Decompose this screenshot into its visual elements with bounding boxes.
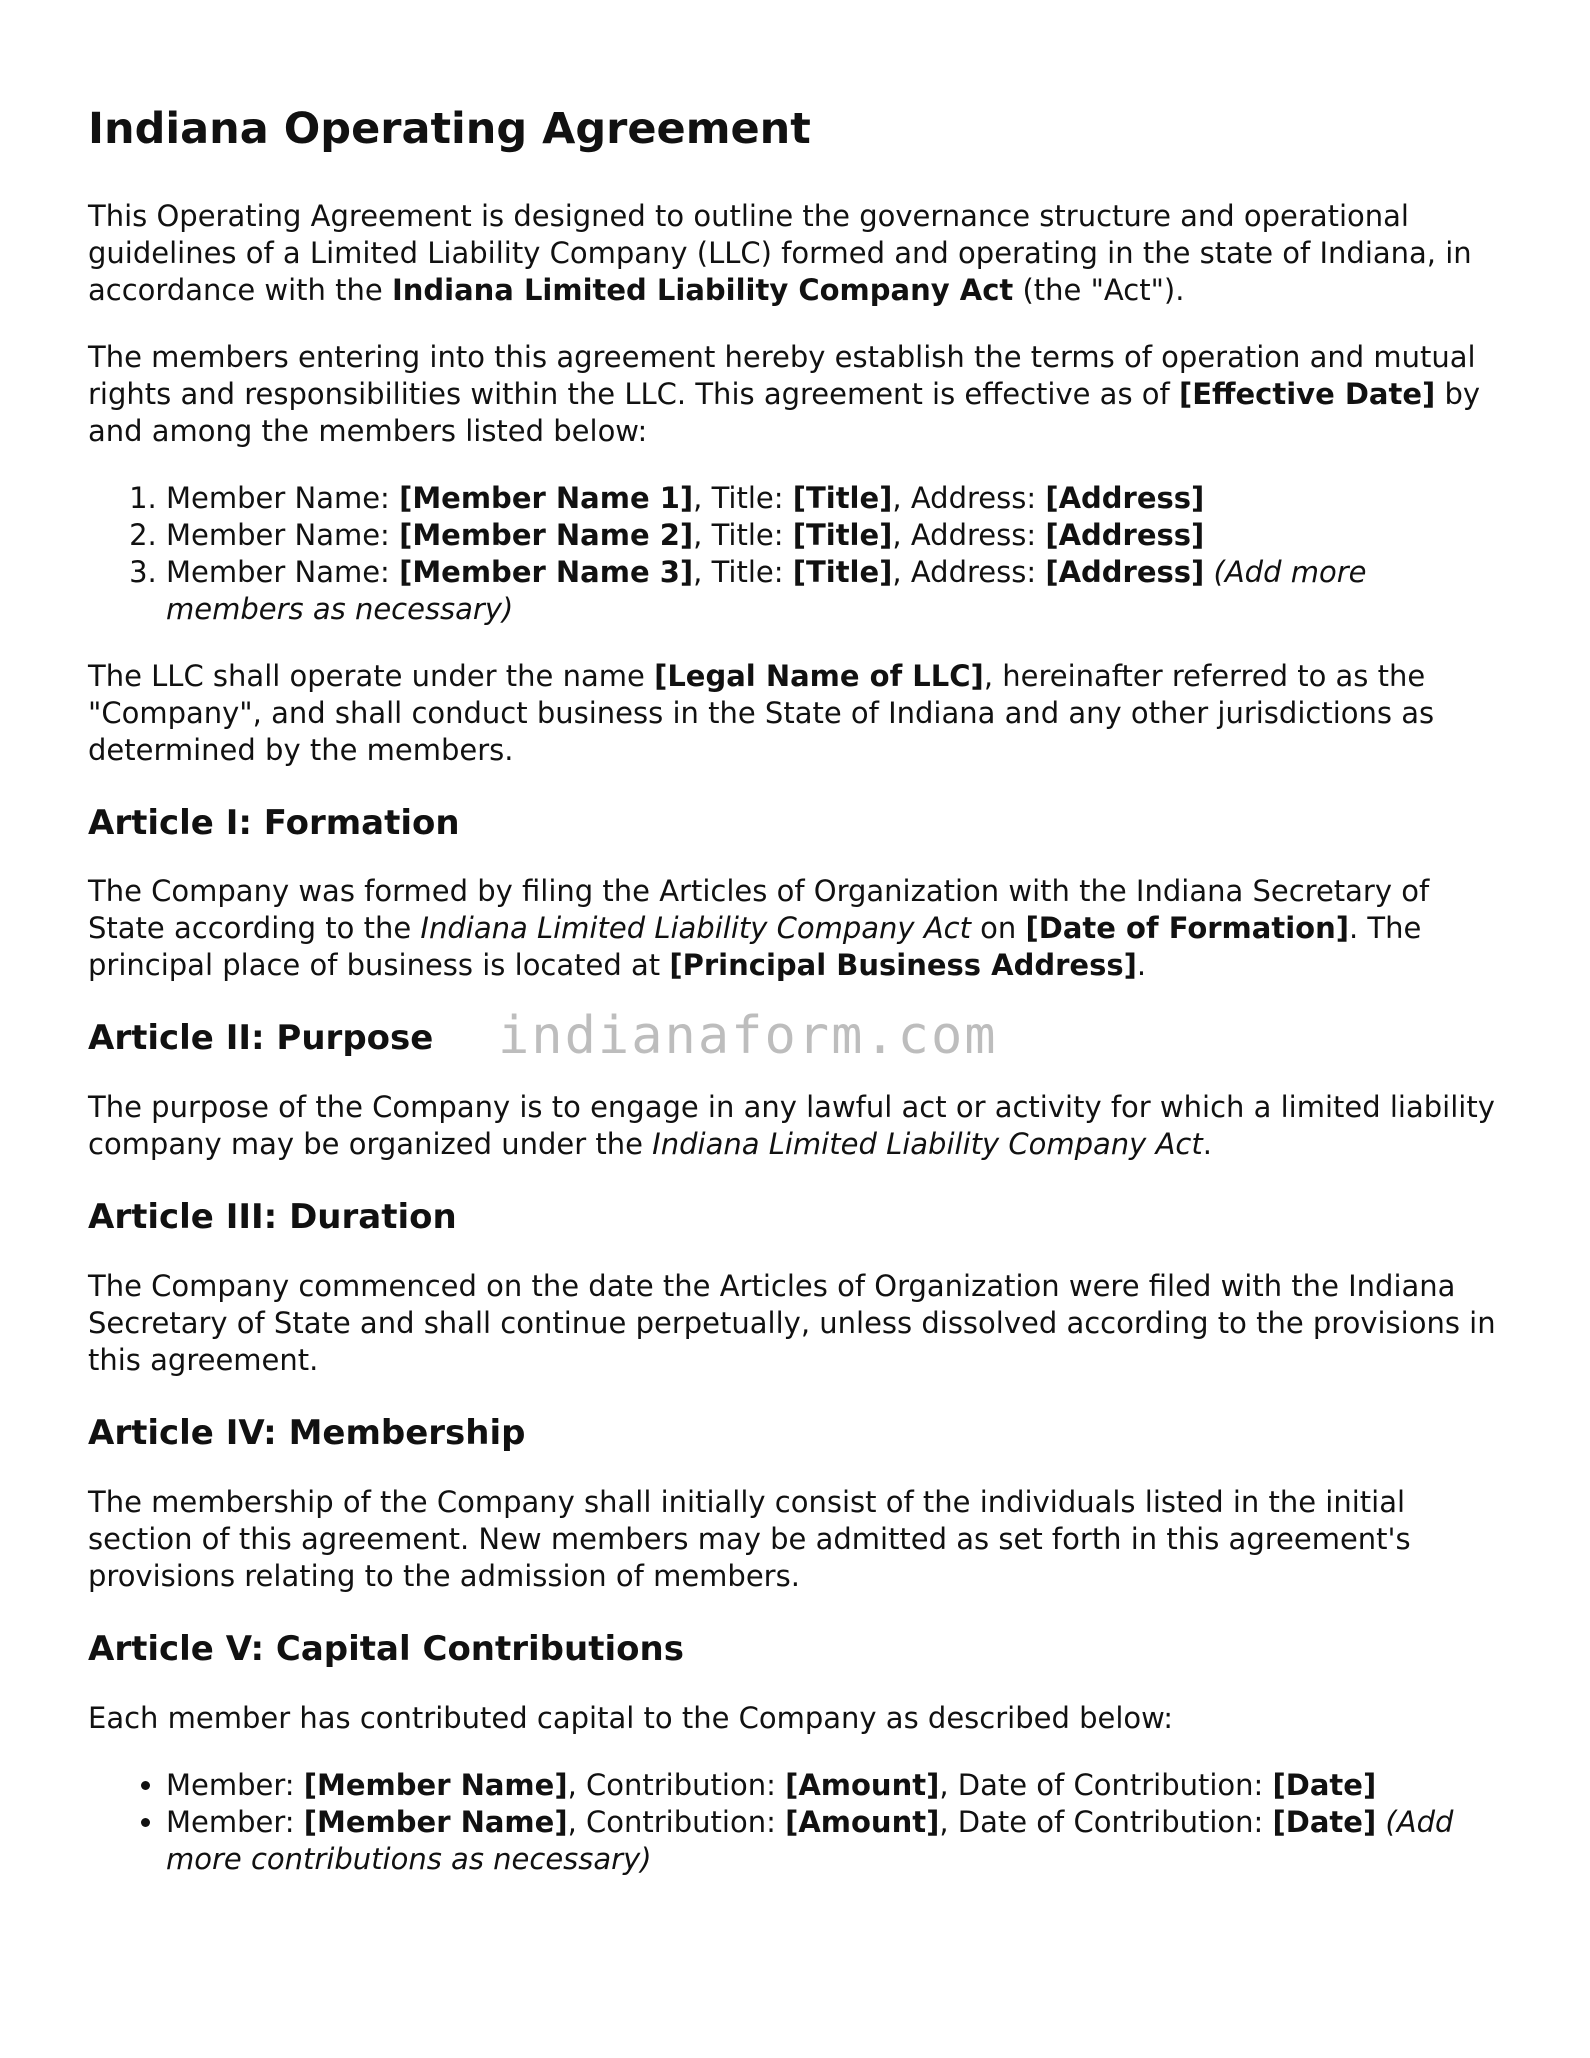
article-3-heading: Article III: Duration — [88, 1197, 457, 1238]
contributions-list — [88, 1767, 1508, 1878]
llc-name-paragraph: The LLC shall operate under the name [Legal Name of LLC], hereinafter referred to as the "Company", and shall conduct business in the State of Indiana and any other jurisdictions as determined by the members. — [88, 658, 1435, 767]
article-5-heading: Article V: Capital Contributions — [88, 1628, 684, 1669]
list-item: • Member: [Member Name], Contribution: [Amount], Date of Contribution: [Date] — [166, 1767, 1508, 1804]
list-item: 3. Member Name: [Member Name 3], Title: [Title], Address: [Address] (Add more members as necessary) — [166, 554, 1508, 628]
article-4-heading: Article IV: Membership — [88, 1412, 526, 1453]
list-item: • Member: [Member Name], Contribution: [Amount], Date of Contribution: [Date] (Add more contributions as necessary) — [166, 1804, 1508, 1878]
watermark: indianaform.com — [498, 1006, 998, 1066]
list-item: 2. Member Name: [Member Name 2], Title: [Title], Address: [Address] — [166, 517, 1508, 554]
document-title: Indiana Operating Agreement — [88, 104, 811, 154]
article-2-text: The purpose of the Company is to engage in any lawful act or activity for which a limited liability company may be organized under the Indiana Limited Liability Company Act. — [88, 1090, 1495, 1162]
article-2-heading: Article II: Purpose — [88, 1018, 434, 1059]
article-3-text: The Company commenced on the date the Articles of Organization were filed with the Indiana Secretary of State and shall continue perpetually, unless dissolved according to the provisions in this agreement. — [88, 1268, 1496, 1377]
intro-paragraph-1: This Operating Agreement is designed to outline the governance structure and operational guidelines of a Limited Liability Company (LLC) formed and operating in the state of Indiana, in accordance with the Indiana Limited Liability Company Act (the "Act"). — [88, 198, 1472, 307]
intro-paragraph-2: The members entering into this agreement hereby establish the terms of operation and mutual rights and responsibilities within the LLC. This agreement is effective as of [Effective Date] by and among the members listed below: — [88, 339, 1481, 448]
article-5-intro: Each member has contributed capital to the Company as described below: — [88, 1700, 1174, 1735]
members-list — [88, 480, 1508, 628]
list-item: 1. Member Name: [Member Name 1], Title: [Title], Address: [Address] — [166, 480, 1508, 517]
list-note: (Add more members as necessary) — [166, 554, 1367, 626]
article-4-text: The membership of the Company shall initially consist of the individuals listed in the initial section of this agreement. New members may be admitted as set forth in this agreement's provisions relating to the admission of members. — [88, 1484, 1411, 1593]
article-1-text: The Company was formed by filing the Articles of Organization with the Indiana Secretary of State according to the Indiana Limited Liability Company Act on [Date of Formation]. The principal place of business is located at [Principal Business Address]. — [88, 874, 1430, 983]
list-note: (Add more contributions as necessary) — [166, 1804, 1454, 1876]
article-1-heading: Article I: Formation — [88, 802, 460, 843]
